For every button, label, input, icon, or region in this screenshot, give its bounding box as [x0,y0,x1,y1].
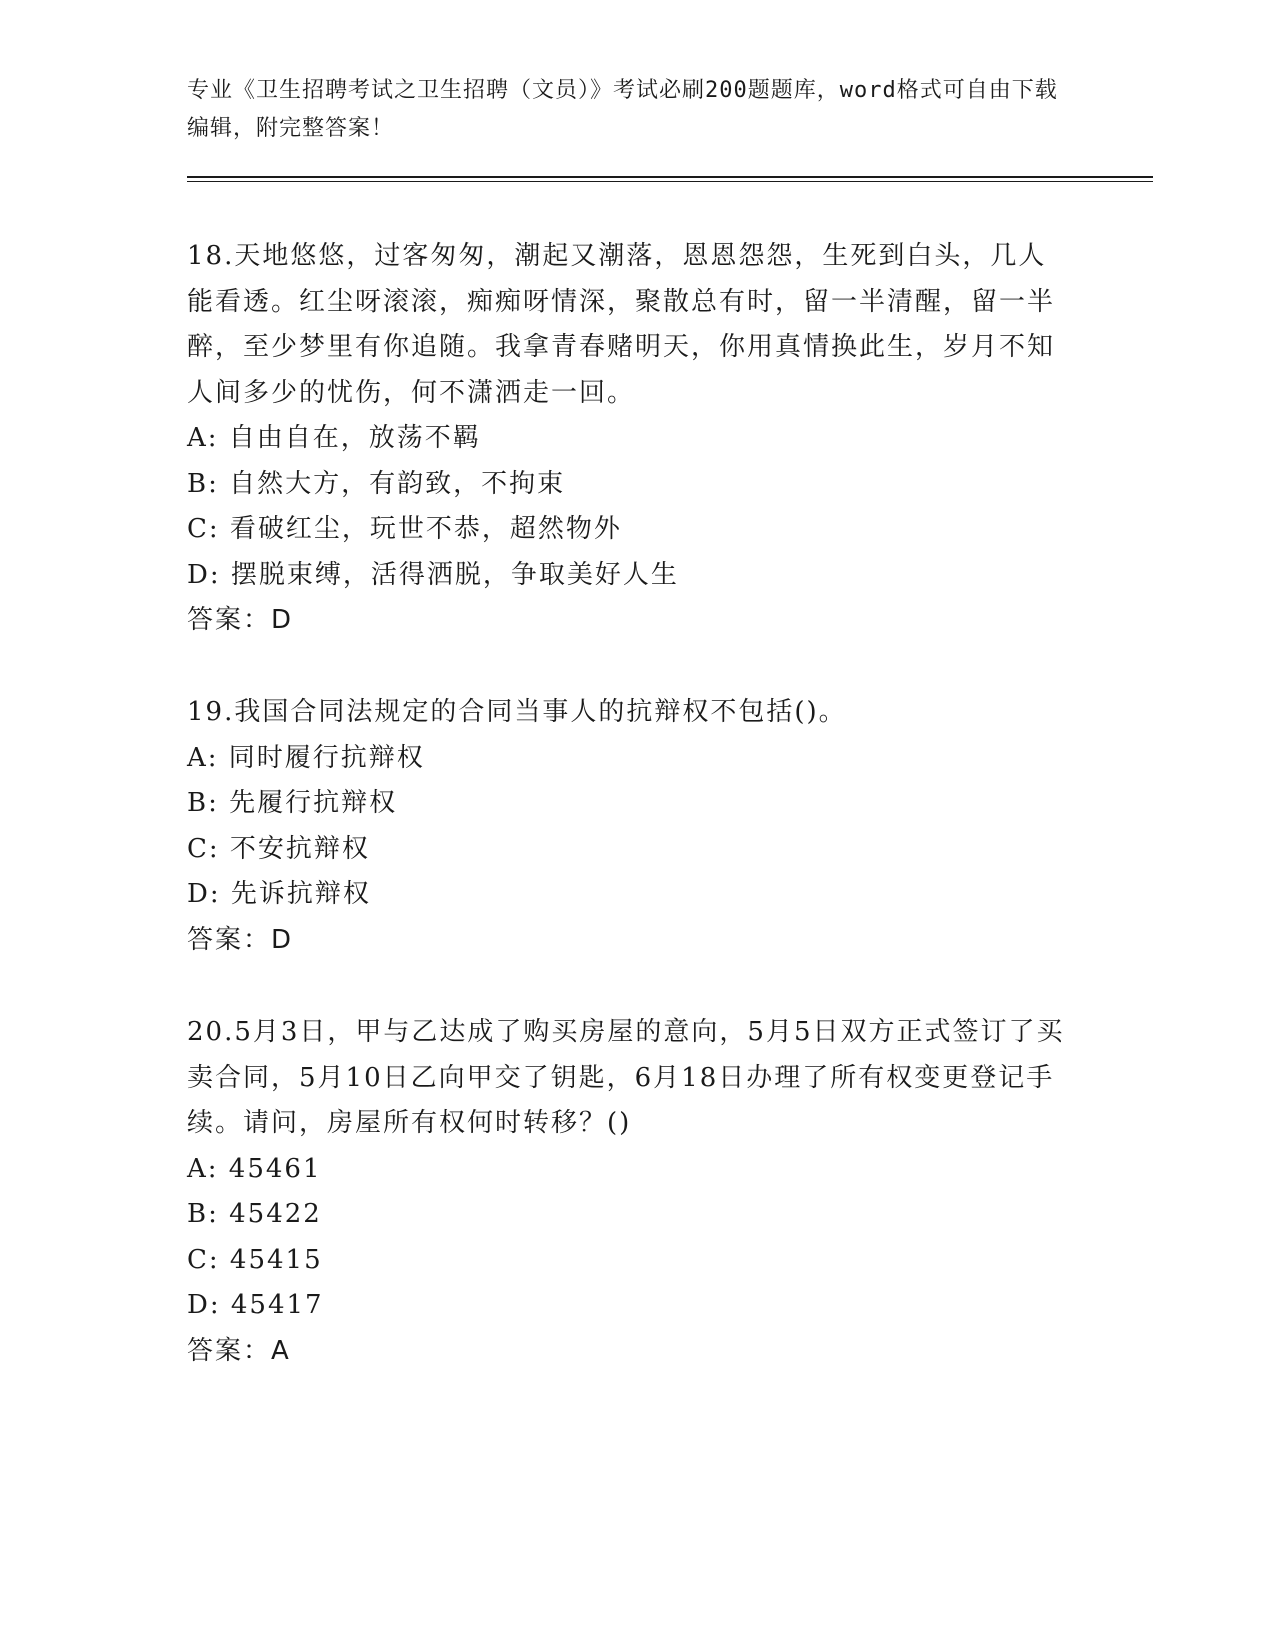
option-c: C: 45415 [187,1244,323,1275]
question-stem: 18.天地悠悠，过客匆匆，潮起又潮落，恩恩怨怨，生死到白头，几人能看透。红尘呀滚滚，痴痴呀情深，聚散总有时，留一半清醒，留一半醉，至少梦里有你追随。我拿青春赌明天，你用真情换此生，岁月不知人间多少的忧伤，何不潇洒走一回。 [187,241,1056,408]
header-intro-text: 专业《卫生招聘考试之卫生招聘（文员）》考试必刷200题题库，word格式可自由下载编辑，附完整答案！ [187,78,1058,141]
question-19 [187,690,1067,963]
option-b: B: 先履行抗辩权 [187,788,398,818]
option-a: A: 同时履行抗辩权 [187,742,425,773]
question-18 [187,234,1067,644]
option-d: D: 摆脱束缚，活得洒脱，争取美好人生 [187,559,679,590]
header-divider-thin [187,181,1153,182]
answer: 答案：D [187,924,294,955]
question-stem: 20.5月3日，甲与乙达成了购买房屋的意向，5月5日双方正式签订了买卖合同，5月10日乙向甲交了钥匙，6月18日办理了所有权变更登记手续。请问，房屋所有权何时转移？() [187,1017,1065,1138]
option-c: C: 不安抗辩权 [187,833,370,864]
answer: 答案：D [187,605,294,635]
option-a: A: 45461 [187,1153,322,1184]
question-20 [187,1010,1067,1374]
option-a: A: 自由自在，放荡不羁 [187,423,481,453]
answer: 答案：A [187,1335,291,1366]
option-d: D: 先诉抗辩权 [187,879,371,909]
document-header [187,72,1067,148]
option-b: B: 自然大方，有韵致，不拘束 [187,468,566,499]
header-divider-thick [187,176,1153,178]
option-c: C: 看破红尘，玩世不恭，超然物外 [187,514,622,544]
question-stem: 19.我国合同法规定的合同当事人的抗辩权不包括()。 [187,697,847,727]
option-b: B: 45422 [187,1199,322,1229]
option-d: D: 45417 [187,1290,324,1320]
